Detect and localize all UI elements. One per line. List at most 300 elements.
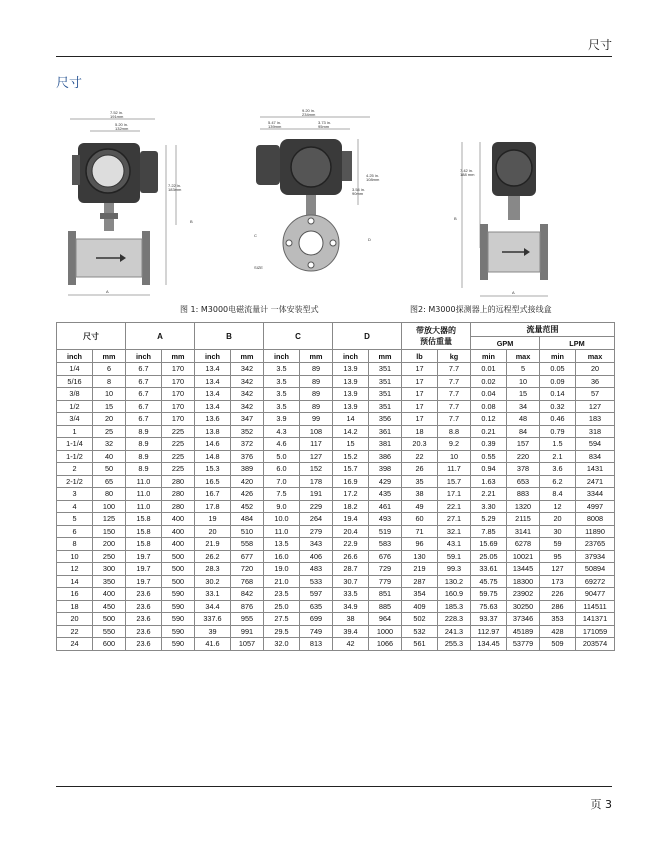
table-cell: 343 xyxy=(300,538,333,551)
dim-label: 7.52 in. xyxy=(110,110,124,115)
table-cell: 286 xyxy=(540,600,576,613)
svg-text:B: B xyxy=(454,216,457,221)
table-cell: 2.1 xyxy=(540,450,576,463)
table-body xyxy=(57,363,615,651)
table-cell: 3.5 xyxy=(264,388,300,401)
table-cell: 220 xyxy=(507,450,540,463)
table-cell: 22.1 xyxy=(438,500,471,513)
table-row xyxy=(57,488,615,501)
table-cell: 15 xyxy=(507,388,540,401)
table-cell: 561 xyxy=(402,638,438,651)
table-cell: 14 xyxy=(333,413,369,426)
table-cell: 95 xyxy=(540,550,576,563)
table-cell: 398 xyxy=(369,463,402,476)
table-cell: 112.97 xyxy=(471,625,507,638)
table-cell: 351 xyxy=(369,388,402,401)
table-row xyxy=(57,625,615,638)
table-cell: 590 xyxy=(162,625,195,638)
table-cell: 27.5 xyxy=(264,613,300,626)
table-cell: 653 xyxy=(507,475,540,488)
table-cell: 500 xyxy=(162,563,195,576)
flowmeter-integral-drawing xyxy=(60,105,220,300)
table-cell: 11890 xyxy=(576,525,615,538)
table-cell: 3.9 xyxy=(264,413,300,426)
table-cell: 20 xyxy=(576,363,615,376)
table-cell: 500 xyxy=(162,550,195,563)
figure-1-caption: 图 1: M3000电磁流量计 一体安装型式 xyxy=(180,305,319,314)
table-row xyxy=(57,463,615,476)
table-cell: 34.4 xyxy=(195,600,231,613)
table-cell: 50894 xyxy=(576,563,615,576)
table-cell: 406 xyxy=(300,550,333,563)
table-cell: 8 xyxy=(93,375,126,388)
table-cell: 32.1 xyxy=(438,525,471,538)
table-cell: 461 xyxy=(369,500,402,513)
table-cell: 173 xyxy=(540,575,576,588)
table-cell: 23.5 xyxy=(264,588,300,601)
table-cell: 19.4 xyxy=(333,513,369,526)
table-cell: 170 xyxy=(162,375,195,388)
table-cell: 15.3 xyxy=(195,463,231,476)
table-cell: 141371 xyxy=(576,613,615,626)
table-cell: 452 xyxy=(231,500,264,513)
table-cell: 17 xyxy=(402,388,438,401)
table-cell: 0.02 xyxy=(471,375,507,388)
table-cell: 0.01 xyxy=(471,363,507,376)
table-row xyxy=(57,513,615,526)
units-row xyxy=(57,350,615,363)
table-cell: 885 xyxy=(369,600,402,613)
table-cell: 38 xyxy=(402,488,438,501)
table-cell: 428 xyxy=(540,625,576,638)
table-cell: 1-1/2 xyxy=(57,450,93,463)
table-cell: 89 xyxy=(300,363,333,376)
table-cell: 347 xyxy=(231,413,264,426)
table-cell: 191 xyxy=(300,488,333,501)
table-cell: 127 xyxy=(576,400,615,413)
table-cell: 13.9 xyxy=(333,363,369,376)
svg-text:7.22 in.: 7.22 in. xyxy=(168,183,182,188)
table-cell: 114511 xyxy=(576,600,615,613)
table-cell: 13.4 xyxy=(195,388,231,401)
unit-cell: mm xyxy=(300,350,333,363)
table-cell: 17.1 xyxy=(438,488,471,501)
table-cell: 7.5 xyxy=(264,488,300,501)
table-cell: 42 xyxy=(333,638,369,651)
table-cell: 15.8 xyxy=(126,513,162,526)
table-cell: 583 xyxy=(369,538,402,551)
table-cell: 337.6 xyxy=(195,613,231,626)
table-cell: 38 xyxy=(333,613,369,626)
table-cell: 13.6 xyxy=(195,413,231,426)
table-cell: 16.0 xyxy=(264,550,300,563)
table-cell: 32 xyxy=(93,438,126,451)
table-cell: 13.9 xyxy=(333,400,369,413)
table-row xyxy=(57,525,615,538)
table-cell: 3.30 xyxy=(471,500,507,513)
table-cell: 813 xyxy=(300,638,333,651)
table-cell: 533 xyxy=(300,575,333,588)
table-cell: 127 xyxy=(300,450,333,463)
table-cell: 130 xyxy=(402,550,438,563)
table-cell: 2.21 xyxy=(471,488,507,501)
table-cell: 49 xyxy=(402,500,438,513)
table-cell: 1 xyxy=(57,425,93,438)
table-cell: 991 xyxy=(231,625,264,638)
table-cell: 3141 xyxy=(507,525,540,538)
table-cell: 851 xyxy=(369,588,402,601)
svg-text:108mm: 108mm xyxy=(366,177,380,182)
table-cell: 15.7 xyxy=(438,475,471,488)
table-cell: 10 xyxy=(93,388,126,401)
table-cell: 17 xyxy=(402,363,438,376)
table-cell: 1066 xyxy=(369,638,402,651)
table-cell: 93.37 xyxy=(471,613,507,626)
table-cell: 225 xyxy=(162,438,195,451)
table-cell: 225 xyxy=(162,463,195,476)
table-cell: 32.0 xyxy=(264,638,300,651)
table-cell: 33.61 xyxy=(471,563,507,576)
table-cell: 13.9 xyxy=(333,375,369,388)
svg-text:132mm: 132mm xyxy=(115,126,129,131)
table-cell: 19.7 xyxy=(126,550,162,563)
table-cell: 5/16 xyxy=(57,375,93,388)
unit-cell: kg xyxy=(438,350,471,363)
table-cell: 26 xyxy=(402,463,438,476)
table-cell: 8.9 xyxy=(126,463,162,476)
table-cell: 13.4 xyxy=(195,400,231,413)
table-cell: 964 xyxy=(369,613,402,626)
section-title: 尺寸 xyxy=(56,76,83,91)
table-cell: 171059 xyxy=(576,625,615,638)
table-cell: 676 xyxy=(369,550,402,563)
table-cell: 8.8 xyxy=(438,425,471,438)
table-cell: 228.3 xyxy=(438,613,471,626)
table-cell: 3344 xyxy=(576,488,615,501)
table-cell: 7.7 xyxy=(438,400,471,413)
table-cell: 19.0 xyxy=(264,563,300,576)
unit-cell: mm xyxy=(369,350,402,363)
unit-cell: max xyxy=(507,350,540,363)
table-cell: 39 xyxy=(195,625,231,638)
table-cell: 342 xyxy=(231,375,264,388)
table-cell: 18.2 xyxy=(333,500,369,513)
table-cell: 226 xyxy=(540,588,576,601)
table-cell: 351 xyxy=(369,375,402,388)
table-cell: 597 xyxy=(300,588,333,601)
table-cell: 30250 xyxy=(507,600,540,613)
figure-remote-junction xyxy=(440,128,580,303)
table-cell: 0.09 xyxy=(540,375,576,388)
table-cell: 200 xyxy=(93,538,126,551)
table-cell: 720 xyxy=(231,563,264,576)
table-cell: 955 xyxy=(231,613,264,626)
table-cell: 429 xyxy=(369,475,402,488)
table-cell: 100 xyxy=(93,500,126,513)
unit-cell: mm xyxy=(93,350,126,363)
header-d: D xyxy=(333,323,402,350)
unit-cell: lb xyxy=(402,350,438,363)
table-cell: 14.8 xyxy=(195,450,231,463)
table-cell: 20.3 xyxy=(402,438,438,451)
table-row xyxy=(57,588,615,601)
table-cell: 6 xyxy=(57,525,93,538)
table-cell: 15.8 xyxy=(126,538,162,551)
table-cell: 4.3 xyxy=(264,425,300,438)
table-cell: 426 xyxy=(231,488,264,501)
table-cell: 152 xyxy=(300,463,333,476)
table-cell: 356 xyxy=(369,413,402,426)
table-cell: 53779 xyxy=(507,638,540,651)
table-cell: 26.2 xyxy=(195,550,231,563)
table-cell: 4 xyxy=(57,500,93,513)
header-b: B xyxy=(195,323,264,350)
table-cell: 279 xyxy=(300,525,333,538)
table-cell: 354 xyxy=(402,588,438,601)
table-row xyxy=(57,363,615,376)
table-cell: 0.39 xyxy=(471,438,507,451)
table-cell: 3 xyxy=(57,488,93,501)
svg-text:5.20 in.: 5.20 in. xyxy=(115,122,129,127)
table-cell: 0.12 xyxy=(471,413,507,426)
table-cell: 27.1 xyxy=(438,513,471,526)
table-cell: 14 xyxy=(57,575,93,588)
table-cell: 15.8 xyxy=(126,525,162,538)
table-cell: 7.7 xyxy=(438,375,471,388)
table-cell: 10.0 xyxy=(264,513,300,526)
table-cell: 80 xyxy=(93,488,126,501)
table-cell: 23.6 xyxy=(126,588,162,601)
table-cell: 389 xyxy=(231,463,264,476)
table-cell: 876 xyxy=(231,600,264,613)
table-cell: 225 xyxy=(162,425,195,438)
table-cell: 157 xyxy=(507,438,540,451)
table-cell: 11.0 xyxy=(126,488,162,501)
table-cell: 16.5 xyxy=(195,475,231,488)
table-cell: 17 xyxy=(402,375,438,388)
table-cell: 250 xyxy=(93,550,126,563)
table-cell: 351 xyxy=(369,363,402,376)
table-cell: 11.7 xyxy=(438,463,471,476)
table-cell: 6.7 xyxy=(126,375,162,388)
table-cell: 749 xyxy=(300,625,333,638)
svg-text:188 mm: 188 mm xyxy=(460,172,475,177)
table-cell: 21.0 xyxy=(264,575,300,588)
table-cell: 41.6 xyxy=(195,638,231,651)
table-cell: 677 xyxy=(231,550,264,563)
table-cell: 18 xyxy=(57,600,93,613)
table-cell: 20 xyxy=(195,525,231,538)
unit-cell: min xyxy=(471,350,507,363)
svg-text:3.54 in.: 3.54 in. xyxy=(352,187,366,192)
table-cell: 25.05 xyxy=(471,550,507,563)
table-cell: 13.9 xyxy=(333,388,369,401)
table-row xyxy=(57,413,615,426)
figure-flange-view xyxy=(240,105,390,285)
table-cell: 600 xyxy=(93,638,126,651)
header-a: A xyxy=(126,323,195,350)
table-row xyxy=(57,500,615,513)
header-size: 尺寸 xyxy=(57,323,126,350)
unit-cell: mm xyxy=(162,350,195,363)
table-cell: 400 xyxy=(162,525,195,538)
table-cell: 510 xyxy=(231,525,264,538)
table-cell: 17.8 xyxy=(195,500,231,513)
table-cell: 834 xyxy=(576,450,615,463)
table-cell: 10 xyxy=(507,375,540,388)
table-cell: 0.04 xyxy=(471,388,507,401)
table-cell: 39.4 xyxy=(333,625,369,638)
table-cell: 287 xyxy=(402,575,438,588)
table-cell: 96 xyxy=(402,538,438,551)
table-cell: 6.0 xyxy=(264,463,300,476)
table-cell: 5.0 xyxy=(264,450,300,463)
header-lpm: LPM xyxy=(540,337,615,350)
table-cell: 241.3 xyxy=(438,625,471,638)
table-cell: 11.0 xyxy=(126,475,162,488)
table-cell: 1.63 xyxy=(471,475,507,488)
table-cell: 99.3 xyxy=(438,563,471,576)
table-cell: 33.5 xyxy=(333,588,369,601)
svg-text:C: C xyxy=(254,233,257,238)
table-cell: 558 xyxy=(231,538,264,551)
table-cell: 59.1 xyxy=(438,550,471,563)
table-cell: 125 xyxy=(93,513,126,526)
table-cell: 280 xyxy=(162,475,195,488)
table-cell: 3.5 xyxy=(264,363,300,376)
table-cell: 170 xyxy=(162,413,195,426)
table-cell: 57 xyxy=(576,388,615,401)
table-cell: 90477 xyxy=(576,588,615,601)
table-cell: 12 xyxy=(57,563,93,576)
table-cell: 8 xyxy=(57,538,93,551)
table-cell: 409 xyxy=(402,600,438,613)
table-cell: 1.5 xyxy=(540,438,576,451)
unit-cell: inch xyxy=(264,350,300,363)
table-cell: 20 xyxy=(540,513,576,526)
table-cell: 342 xyxy=(231,363,264,376)
svg-text:5.47 in.: 5.47 in. xyxy=(268,120,282,125)
table-cell: 4997 xyxy=(576,500,615,513)
table-cell: 7.7 xyxy=(438,363,471,376)
table-cell: 130.2 xyxy=(438,575,471,588)
table-cell: 300 xyxy=(93,563,126,576)
figure-integral-mount xyxy=(60,105,220,300)
table-cell: 5 xyxy=(507,363,540,376)
table-cell: 509 xyxy=(540,638,576,651)
table-cell: 15.7 xyxy=(333,463,369,476)
table-cell: 0.94 xyxy=(471,463,507,476)
table-cell: 22.9 xyxy=(333,538,369,551)
table-cell: 30.7 xyxy=(333,575,369,588)
table-cell: 594 xyxy=(576,438,615,451)
table-cell: 590 xyxy=(162,638,195,651)
table-cell: 29.5 xyxy=(264,625,300,638)
table-cell: 350 xyxy=(93,575,126,588)
table-cell: 17.2 xyxy=(333,488,369,501)
unit-cell: max xyxy=(576,350,615,363)
table-cell: 5.29 xyxy=(471,513,507,526)
table-cell: 89 xyxy=(300,388,333,401)
table-cell: 0.14 xyxy=(540,388,576,401)
table-cell: 43.1 xyxy=(438,538,471,551)
table-cell: 6278 xyxy=(507,538,540,551)
table-cell: 23902 xyxy=(507,588,540,601)
table-cell: 420 xyxy=(231,475,264,488)
table-cell: 178 xyxy=(300,475,333,488)
dimensions-table xyxy=(56,322,612,651)
table-cell: 7.7 xyxy=(438,388,471,401)
table-cell: 9.0 xyxy=(264,500,300,513)
table-cell: 19 xyxy=(195,513,231,526)
table-cell: 25 xyxy=(93,425,126,438)
table-cell: 23.6 xyxy=(126,625,162,638)
table-cell: 108 xyxy=(300,425,333,438)
table-cell: 2 xyxy=(57,463,93,476)
table-cell: 699 xyxy=(300,613,333,626)
table-cell: 386 xyxy=(369,450,402,463)
svg-text:7.42 in.: 7.42 in. xyxy=(460,168,474,173)
table-cell: 2115 xyxy=(507,513,540,526)
table-row xyxy=(57,475,615,488)
table-cell: 7.85 xyxy=(471,525,507,538)
table-cell: 26.6 xyxy=(333,550,369,563)
unit-cell: mm xyxy=(231,350,264,363)
table-cell: 117 xyxy=(300,438,333,451)
table-cell: 34.9 xyxy=(333,600,369,613)
table-row xyxy=(57,375,615,388)
table-cell: 15 xyxy=(333,438,369,451)
table-cell: 84 xyxy=(507,425,540,438)
table-cell: 1431 xyxy=(576,463,615,476)
table-cell: 45189 xyxy=(507,625,540,638)
table-cell: 376 xyxy=(231,450,264,463)
table-cell: 590 xyxy=(162,600,195,613)
table-cell: 20.4 xyxy=(333,525,369,538)
unit-cell: inch xyxy=(57,350,93,363)
table-cell: 23.6 xyxy=(126,600,162,613)
table-cell: 20 xyxy=(57,613,93,626)
table-cell: 13445 xyxy=(507,563,540,576)
table-cell: 185.3 xyxy=(438,600,471,613)
table-row xyxy=(57,550,615,563)
table-cell: 65 xyxy=(93,475,126,488)
table-cell: 450 xyxy=(93,600,126,613)
table-cell: 23765 xyxy=(576,538,615,551)
svg-text:90mm: 90mm xyxy=(352,191,364,196)
table-cell: 160.9 xyxy=(438,588,471,601)
table-cell: 342 xyxy=(231,400,264,413)
table-cell: 0.46 xyxy=(540,413,576,426)
table-cell: 170 xyxy=(162,388,195,401)
table-row xyxy=(57,600,615,613)
table-cell: 1/4 xyxy=(57,363,93,376)
table-cell: 50 xyxy=(93,463,126,476)
svg-text:9.20 in.: 9.20 in. xyxy=(302,108,316,113)
table-cell: 150 xyxy=(93,525,126,538)
table-cell: 75.63 xyxy=(471,600,507,613)
table-cell: 69272 xyxy=(576,575,615,588)
table-cell: 28.7 xyxy=(333,563,369,576)
table-cell: 635 xyxy=(300,600,333,613)
table-cell: 40 xyxy=(93,450,126,463)
table-cell: 5 xyxy=(57,513,93,526)
table-cell: 8.9 xyxy=(126,438,162,451)
table-cell: 502 xyxy=(402,613,438,626)
flowmeter-remote-drawing xyxy=(440,128,580,303)
svg-text:D: D xyxy=(368,237,371,242)
table-cell: 500 xyxy=(162,575,195,588)
